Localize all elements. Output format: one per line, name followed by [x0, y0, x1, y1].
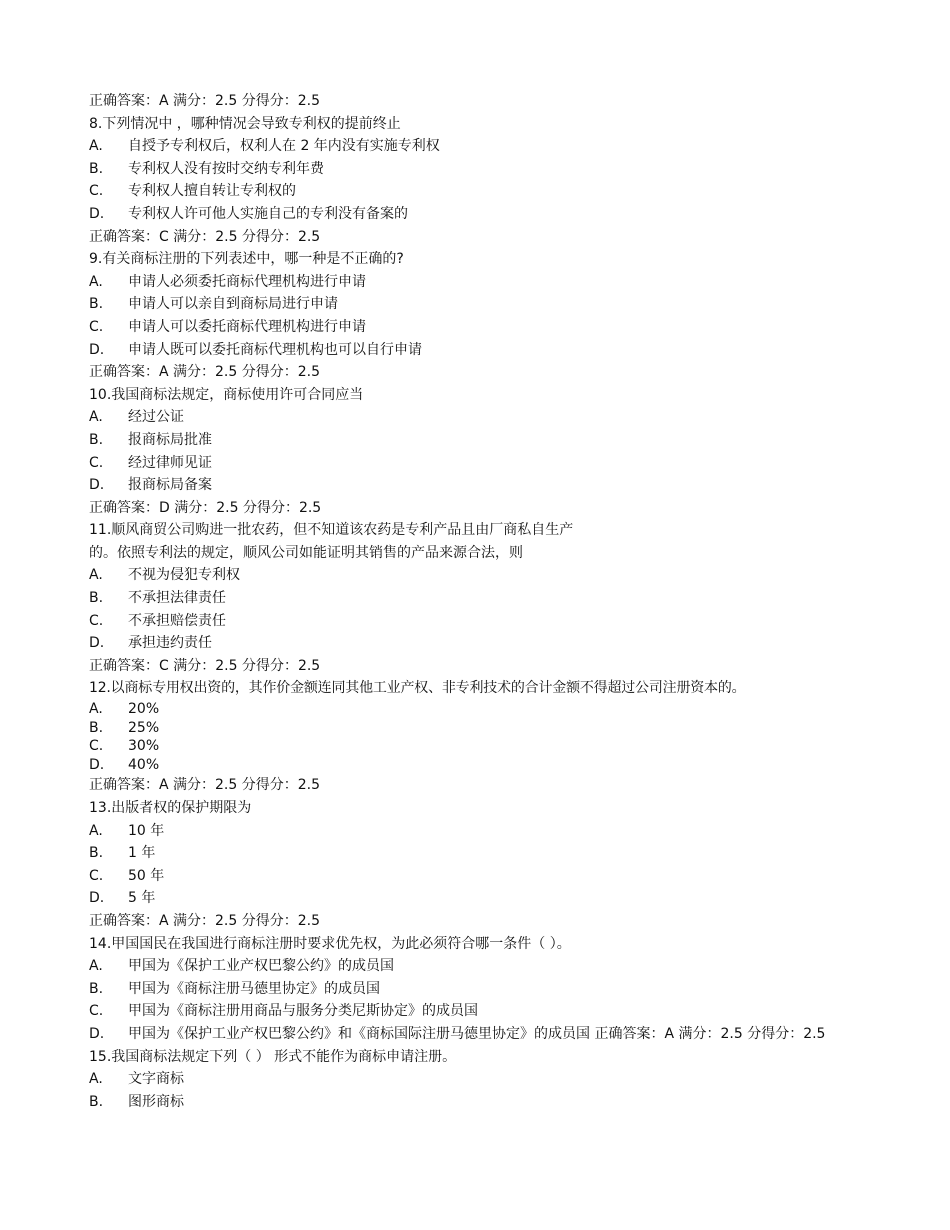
- option-letter: D.: [89, 477, 105, 494]
- option-item: [89, 887, 879, 910]
- option-item: [89, 842, 879, 865]
- option-text: 报商标局批准: [128, 431, 212, 448]
- answer-line: 正确答案：A 满分：2.5 分得分：2.5: [89, 364, 321, 381]
- answer-line: 正确答案：D 满分：2.5 分得分：2.5: [89, 499, 322, 516]
- option-letter: D.: [89, 1025, 105, 1042]
- option-item: [89, 474, 879, 497]
- question-stem: 15.我国商标法规定下列（ ） 形式不能作为商标申请注册。: [89, 1048, 457, 1065]
- option-text: 报商标局备案: [128, 477, 212, 494]
- option-text: 经过律师见证: [128, 454, 212, 471]
- option-letter: D.: [89, 341, 105, 358]
- option-text: 专利权人没有按时交纳专利年费: [128, 160, 324, 177]
- option-text: 不承担法律责任: [128, 590, 226, 607]
- option-letter: A.: [89, 958, 103, 975]
- option-letter: A.: [89, 567, 103, 584]
- option-text: 经过公证: [128, 409, 184, 426]
- option-text: 40%: [128, 756, 160, 773]
- option-item: [89, 452, 879, 475]
- option-letter: B.: [89, 719, 104, 736]
- answer-line: 正确答案：A 满分：2.5 分得分：2.5: [89, 912, 321, 929]
- option-letter: C.: [89, 183, 104, 200]
- option-letter: A.: [89, 138, 103, 155]
- option-letter: D.: [89, 890, 105, 907]
- option-item: [89, 271, 879, 294]
- option-text: 30%: [128, 738, 160, 755]
- option-text: 甲国为《商标注册马德里协定》的成员国: [128, 980, 380, 997]
- option-letter: D.: [89, 635, 105, 652]
- option-item: [89, 564, 879, 587]
- option-letter: B.: [89, 845, 104, 862]
- option-letter: B.: [89, 590, 104, 607]
- answer-line: 正确答案：C 满分：2.5 分得分：2.5: [89, 228, 321, 245]
- option-text: 1 年: [128, 845, 156, 862]
- option-item: [89, 719, 879, 738]
- option-letter: A.: [89, 273, 103, 290]
- option-item: [89, 737, 879, 756]
- option-text: 10 年: [128, 822, 165, 839]
- question-stem: 14.甲国国民在我国进行商标注册时要求优先权，为此必须符合哪一条件（ ）。: [89, 935, 571, 952]
- option-text: 甲国为《保护工业产权巴黎公约》的成员国: [128, 958, 394, 975]
- question-stem: 13.出版者权的保护期限为: [89, 800, 252, 816]
- question-stem: 8.下列情况中 ，哪种情况会导致专利权的提前终止: [89, 115, 401, 132]
- answer-line: 正确答案：A 满分：2.5 分得分：2.5: [89, 93, 321, 109]
- option-text: 不承担赔偿责任: [128, 612, 226, 629]
- option-item: [89, 700, 879, 719]
- answer-line: 正确答案：C 满分：2.5 分得分：2.5: [89, 657, 321, 674]
- option-text: 专利权人擅自转让专利权的: [128, 183, 296, 200]
- option-letter: A.: [89, 409, 103, 426]
- option-text: 申请人可以亲自到商标局进行申请: [128, 296, 338, 313]
- option-item: [89, 865, 879, 888]
- option-item: [89, 135, 879, 158]
- option-item: [89, 339, 879, 362]
- option-text: 专利权人许可他人实施自己的专利没有备案的: [128, 205, 408, 222]
- option-text: 5 年: [128, 890, 156, 907]
- option-text: 申请人可以委托商标代理机构进行申请: [128, 318, 366, 335]
- option-text: 承担违约责任: [128, 635, 212, 652]
- answer-line: 正确答案：A 满分：2.5 分得分：2.5: [89, 777, 321, 794]
- option-letter: B.: [89, 1093, 104, 1110]
- option-item: [89, 978, 879, 1001]
- question-stem: 10.我国商标法规定，商标使用许可合同应当: [89, 386, 364, 403]
- option-letter: C.: [89, 1003, 104, 1020]
- option-item: [89, 203, 879, 226]
- option-letter: B.: [89, 160, 104, 177]
- option-item: [89, 955, 879, 978]
- option-letter: A.: [89, 822, 103, 839]
- option-text: 图形商标: [128, 1093, 184, 1110]
- option-letter: B.: [89, 431, 104, 448]
- option-text: 甲国为《商标注册用商品与服务分类尼斯协定》的成员国: [128, 1003, 478, 1020]
- option-item-with-answer: [89, 1023, 879, 1046]
- option-text: 自授予专利权后，权利人在 2 年内没有实施专利权: [128, 138, 440, 155]
- option-item: [89, 406, 879, 429]
- option-letter: C.: [89, 612, 104, 629]
- option-item: [89, 293, 879, 316]
- option-text: 申请人必须委托商标代理机构进行申请: [128, 273, 366, 290]
- option-letter: C.: [89, 738, 104, 755]
- option-text: 50 年: [128, 867, 165, 884]
- option-text: 申请人既可以委托商标代理机构也可以自行申请: [128, 341, 422, 358]
- option-item: [89, 1000, 879, 1023]
- option-item: [89, 632, 879, 655]
- question-stem: 9.有关商标注册的下列表述中，哪一种是不正确的?: [89, 251, 404, 268]
- option-item: [89, 316, 879, 339]
- option-item: [89, 756, 879, 775]
- option-letter: C.: [89, 867, 104, 884]
- option-text: 20%: [128, 701, 160, 718]
- option-letter: A.: [89, 1071, 103, 1088]
- option-letter: B.: [89, 980, 104, 997]
- option-letter: B.: [89, 296, 104, 313]
- option-item: [89, 1091, 879, 1114]
- exam-document: [89, 90, 879, 1113]
- option-text: 25%: [128, 719, 160, 736]
- option-text: 不视为侵犯专利权: [128, 567, 240, 584]
- option-item: [89, 180, 879, 203]
- option-item: [89, 610, 879, 633]
- question-stem-continuation: 的。依照专利法的规定，顺风公司如能证明其销售的产品来源合法，则: [89, 544, 523, 561]
- option-item: [89, 820, 879, 843]
- option-letter: C.: [89, 318, 104, 335]
- option-item: [89, 1068, 879, 1091]
- option-letter: C.: [89, 454, 104, 471]
- option-letter: D.: [89, 205, 105, 222]
- question-stem: 11.顺风商贸公司购进一批农药，但不知道该农药是专利产品且由厂商私自生产: [89, 522, 574, 539]
- option-item: [89, 158, 879, 181]
- option-item: [89, 429, 879, 452]
- question-stem: 12.以商标专用权出资的，其作价金额连同其他工业产权、非专利技术的合计金额不得超过公司注册资本的。: [89, 680, 746, 697]
- option-text: 文字商标: [128, 1071, 184, 1088]
- option-item: [89, 587, 879, 610]
- option-text: 甲国为《保护工业产权巴黎公约》和《商标国际注册马德里协定》的成员国 正确答案：A 满分：2.5 分得分：2.5: [128, 1025, 826, 1042]
- option-letter: D.: [89, 756, 105, 773]
- option-letter: A.: [89, 701, 103, 718]
